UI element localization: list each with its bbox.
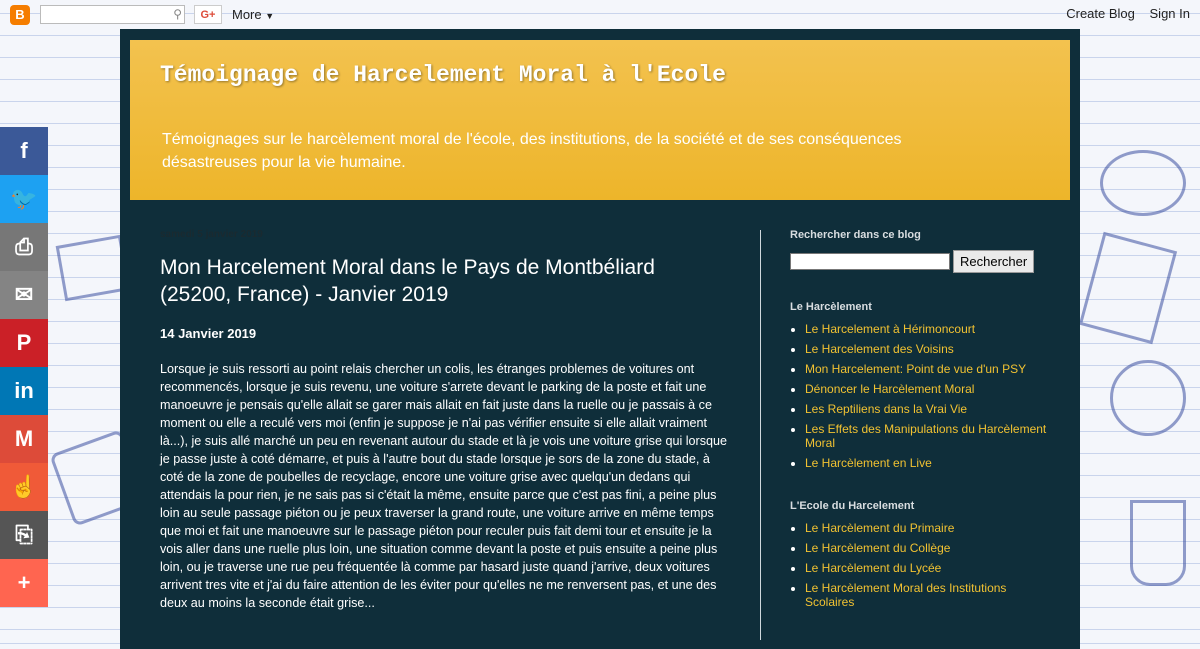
facebook-icon[interactable]: f bbox=[0, 127, 48, 175]
gmail-icon[interactable]: M bbox=[0, 415, 48, 463]
twitter-icon[interactable]: 🐦 bbox=[0, 175, 48, 223]
doodle-decoration bbox=[1100, 150, 1186, 216]
more-menu[interactable] bbox=[232, 7, 274, 22]
search-icon[interactable]: ⚲ bbox=[173, 7, 182, 21]
sign-in-link[interactable]: Sign In bbox=[1149, 6, 1190, 21]
recommend-icon[interactable]: ☝ bbox=[0, 463, 48, 511]
create-blog-link[interactable]: Create Blog bbox=[1066, 6, 1135, 21]
blog-container bbox=[120, 29, 1080, 649]
search-widget bbox=[790, 250, 1050, 273]
sidebar-link[interactable]: • Les Effets des Manipulations du Harcèlement Moral bbox=[805, 422, 1050, 450]
ecole-widget-title: L'Ecole du Harcelement bbox=[790, 500, 915, 512]
sidebar-link[interactable]: • Les Reptiliens dans la Vrai Vie bbox=[805, 402, 1050, 416]
sidebar-link[interactable]: • Le Harcelement des Voisins bbox=[805, 342, 1050, 356]
search-widget-title: Rechercher dans ce blog bbox=[790, 229, 921, 241]
search-button[interactable]: Rechercher bbox=[953, 250, 1034, 273]
more-label: More bbox=[232, 7, 262, 22]
main-column bbox=[160, 229, 730, 612]
blogger-logo-icon[interactable]: B bbox=[10, 5, 30, 25]
harcelement-widget-title: Le Harcèlement bbox=[790, 301, 872, 313]
post-title[interactable]: Mon Harcelement Moral dans le Pays de Montbéliard (25200, France) - Janvier 2019 bbox=[160, 256, 655, 306]
post-body: Lorsque je suis ressorti au point relais chercher un colis, les étranges problemes de voitures ont recommencés, lorsque je suis revenu, une voiture s'arrete devant le parking de la poste et fait une manoeuvre je pensais qu'elle allait se garer mais allait en fait juste dans la ruelle ou je passais à ce moment ou elle a reculé vers moi (enfin je suppose je n'ai pas vérifier ensuite si elle allait vraiment là...), je suis allé marché un peu en revenant autour du stade et là je vois une voiture grise qui lorsque je passe juste à coté démarre, et puis à l'autre bout du stade lorsque je sors de la zone du stade, à coté de la zone de poubelles de recyclage, encore une voiture grise avec quelqu'un dedans qui attendais la pour rien, je ne sais pas si c'était la même, ensuite parce que c'est pas fini, a peine plus loin au seule passage piéton ou je peux traverser la grand route, une voiture arrive en même temps que moi et fait une manoeuvre sur le passage piéton pour reculer puis fait demi tour et ensuite je la vois aller dans une ruelle plus loin, une situation comme devant la poste et puis ensuite a peine plus loin, ou je traverse une rue peu fréquentée là comme par hasard juste quand j'arrive, deux voitures arrivent tres vite et j'ai du faire attention de les éviter pour qu'elles ne me renversent pas, et une des deux au moins la seconde était grise... bbox=[160, 362, 728, 610]
blogger-navbar bbox=[0, 0, 1200, 29]
post-date-header: samedi 5 janvier 2019 bbox=[160, 229, 263, 240]
blog-search-input[interactable] bbox=[790, 253, 950, 270]
sidebar-link[interactable]: • Le Harcèlement Moral des Institutions Scolaires bbox=[805, 581, 1050, 609]
blog-header bbox=[130, 40, 1070, 200]
blog-title[interactable]: Témoignage de Harcelement Moral à l'Ecole bbox=[160, 62, 726, 88]
email-icon[interactable]: ✉ bbox=[0, 271, 48, 319]
pinterest-icon[interactable]: P bbox=[0, 319, 48, 367]
harcelement-link-list bbox=[790, 322, 1050, 470]
navbar-right bbox=[1055, 6, 1190, 21]
sidebar-link[interactable]: • Dénoncer le Harcèlement Moral bbox=[805, 382, 1050, 396]
doodle-decoration bbox=[1079, 232, 1177, 344]
sidebar-link[interactable]: • Le Harcelement à Hérimoncourt bbox=[805, 322, 1050, 336]
doodle-decoration bbox=[1130, 500, 1186, 586]
navbar-search-input[interactable] bbox=[40, 5, 185, 24]
printfriendly-icon[interactable]: ⎘ bbox=[0, 511, 48, 559]
sidebar-link[interactable]: • Le Harcèlement en Live bbox=[805, 456, 1050, 470]
share-bar bbox=[0, 127, 48, 607]
column-divider bbox=[760, 230, 761, 640]
blog-description: Témoignages sur le harcèlement moral de l'école, des institutions, de la société et de ses conséquences désastreuses pour la vie humaine. bbox=[162, 131, 902, 171]
sidebar-link[interactable]: • Le Harcèlement du Lycée bbox=[805, 561, 1050, 575]
post-date: 14 Janvier 2019 bbox=[160, 326, 257, 341]
google-plus-button[interactable]: G+ bbox=[194, 5, 222, 24]
sidebar-link[interactable]: • Le Harcèlement du Collège bbox=[805, 541, 1050, 555]
sidebar bbox=[790, 229, 1050, 639]
ecole-link-list bbox=[790, 521, 1050, 609]
sidebar-link[interactable]: • Mon Harcelement: Point de vue d'un PSY bbox=[805, 362, 1050, 376]
doodle-decoration bbox=[1110, 360, 1186, 436]
sidebar-link[interactable]: • Le Harcèlement du Primaire bbox=[805, 521, 1050, 535]
linkedin-icon[interactable]: in bbox=[0, 367, 48, 415]
print-icon[interactable]: ⎙ bbox=[0, 223, 48, 271]
more-share-icon[interactable]: + bbox=[0, 559, 48, 607]
caret-down-icon: ▼ bbox=[265, 11, 275, 21]
